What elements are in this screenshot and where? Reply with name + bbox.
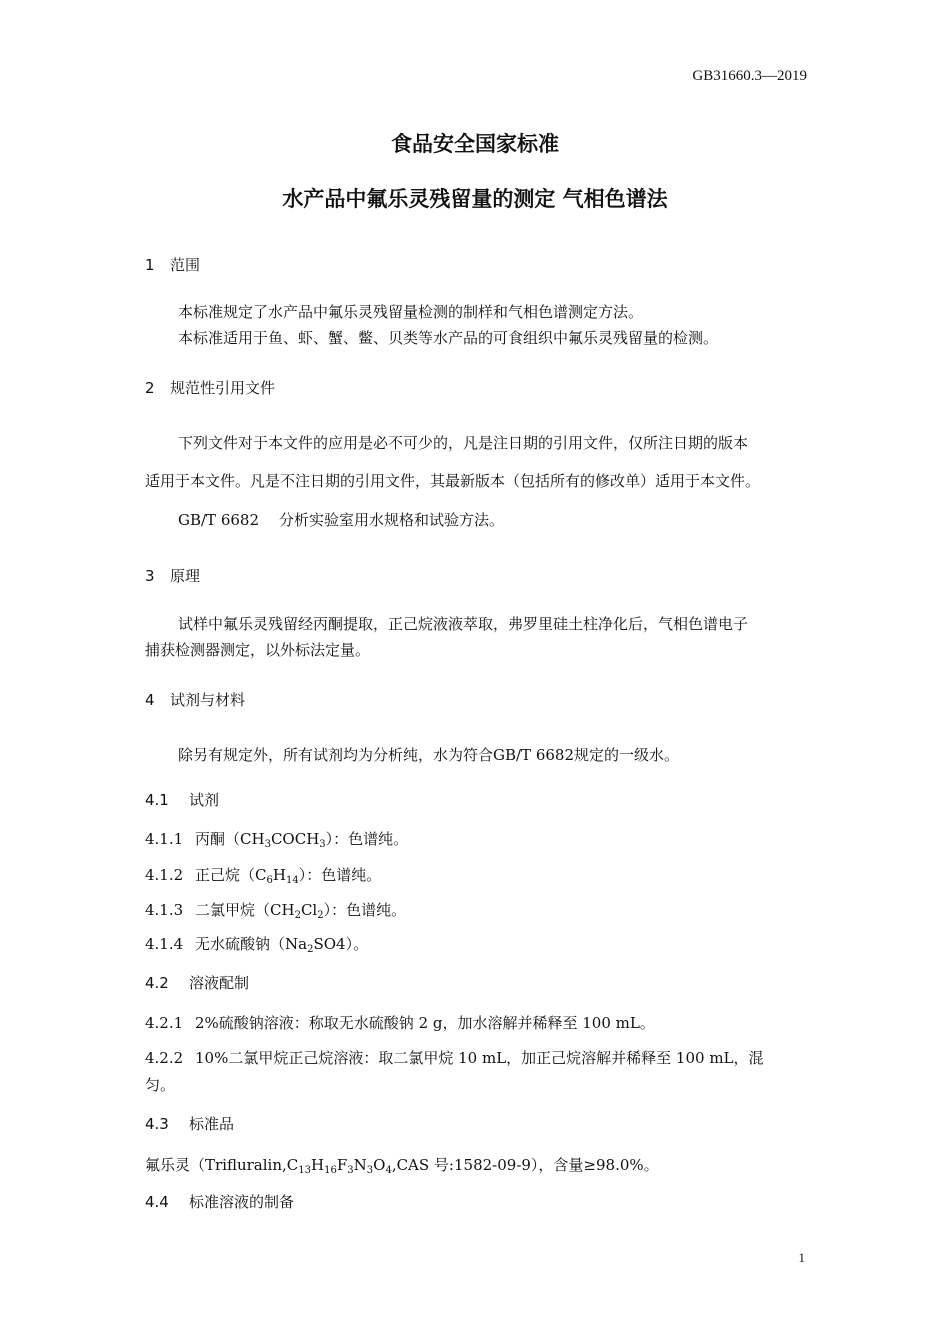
subsection-heading-4-1: [145, 789, 219, 810]
formula-subscript: 3: [366, 1165, 374, 1176]
formula-subscript: 6: [266, 875, 273, 886]
section-heading-1: [145, 254, 200, 275]
reagent-name: 丙酮（: [195, 830, 241, 848]
formula-part: ,CAS 号:1582-09-9），含量≥98.0%。: [391, 1156, 659, 1174]
document-title: 食品安全国家标准: [391, 132, 559, 156]
subsection-heading-4-2: [145, 972, 249, 993]
subsection-heading-4-4: [145, 1191, 294, 1212]
reagent-item: [145, 864, 381, 886]
solution-text: 2%硫酸钠溶液：称取无水硫酸钠 2 g，加水溶解并稀释至 100 mL。: [195, 1014, 655, 1032]
formula-part: COCH: [270, 830, 320, 848]
formula-part: N: [353, 1156, 367, 1174]
reagent-item: [145, 899, 406, 921]
document-subtitle: 水产品中氟乐灵残留量的测定 气相色谱法: [282, 187, 668, 211]
paragraph: 本标准适用于鱼、虾、蟹、鳖、贝类等水产品的可食组织中氟乐灵残留量的检测。: [178, 329, 719, 347]
section-number: 4: [145, 691, 155, 709]
solution-text: 10%二氯甲烷正己烷溶液：取二氯甲烷 10 mL，加正己烷溶解并稀释至 100 mL，混: [195, 1049, 764, 1067]
subsection-number: 4.3: [145, 1115, 169, 1133]
reagent-item: [145, 828, 408, 850]
solution-item: [145, 1047, 764, 1068]
formula-part: SO4: [313, 935, 346, 953]
reagent-item: [145, 933, 368, 955]
solution-item: [145, 1012, 655, 1033]
subsection-title: 溶液配制: [189, 974, 250, 992]
section-number: 3: [145, 567, 155, 585]
formula-part: 氟乐灵（Trifluralin,C: [145, 1156, 299, 1174]
formula-part: C: [255, 866, 267, 884]
paragraph: 除另有规定外，所有试剂均为分析纯，水为符合GB/T 6682规定的一级水。: [178, 746, 680, 764]
formula-part: CH: [270, 901, 295, 919]
reagent-spec: ）：色谱纯。: [325, 830, 409, 848]
formula-subscript: 4: [385, 1165, 392, 1176]
formula-subscript: 3: [264, 839, 271, 850]
paragraph: 本标准规定了水产品中氟乐灵残留量检测的制样和气相色谱测定方法。: [178, 303, 644, 321]
formula-subscript: 2: [307, 944, 314, 955]
item-number: 4.2.2: [145, 1049, 184, 1067]
formula-subscript: 3: [319, 839, 326, 850]
subsection-heading-4-3: [145, 1113, 234, 1134]
section-title: 试剂与材料: [170, 691, 246, 709]
reagent-name: 二氯甲烷（: [195, 901, 271, 919]
formula-subscript: 3: [347, 1165, 354, 1176]
section-title: 范围: [170, 256, 201, 274]
paragraph: 捕获检测器测定，以外标法定量。: [145, 641, 371, 659]
section-number: 1: [145, 256, 155, 274]
formula-part: F: [336, 1156, 348, 1174]
solution-text-continued: 匀。: [145, 1076, 176, 1094]
formula-part: CH: [240, 830, 265, 848]
formula-part: H: [311, 1156, 325, 1174]
formula-subscript: 2: [294, 910, 301, 921]
reagent-spec: ）。: [345, 935, 369, 953]
reagent-name: 正己烷（: [195, 866, 256, 884]
section-heading-3: [145, 565, 200, 586]
formula-subscript: 14: [285, 875, 299, 886]
item-number: 4.1.1: [145, 830, 184, 848]
formula-part: H: [272, 866, 286, 884]
subsection-title: 标准溶液的制备: [189, 1193, 295, 1211]
subsection-title: 标准品: [189, 1115, 235, 1133]
section-heading-4: [145, 689, 245, 710]
reagent-name: 无水硫酸钠（: [195, 935, 286, 953]
normative-reference: [178, 509, 504, 530]
section-number: 2: [145, 379, 155, 397]
reagent-spec: ）：色谱纯。: [323, 901, 407, 919]
page-number: 1: [798, 1250, 805, 1265]
paragraph: 下列文件对于本文件的应用是必不可少的，凡是注日期的引用文件，仅所注日期的版本: [178, 434, 749, 452]
item-number: 4.1.3: [145, 901, 184, 919]
subsection-number: 4.1: [145, 791, 169, 809]
standard-substance: [145, 1154, 659, 1176]
formula-part: Cl: [300, 901, 318, 919]
standard-code: GB31660.3—2019: [692, 68, 807, 84]
formula-part: O: [373, 1156, 386, 1174]
reference-title: 分析实验室用水规格和试验方法。: [279, 511, 505, 529]
formula-subscript: 16: [324, 1165, 337, 1176]
paragraph: 试样中氟乐灵残留经丙酮提取，正己烷液液萃取，弗罗里硅土柱净化后，气相色谱电子: [178, 615, 749, 633]
paragraph: 适用于本文件。凡是不注日期的引用文件，其最新版本（包括所有的修改单）适用于本文件。: [145, 472, 761, 490]
section-heading-2: [145, 377, 275, 398]
formula-subscript: 2: [317, 910, 324, 921]
formula-part: Na: [285, 935, 308, 953]
subsection-title: 试剂: [189, 791, 220, 809]
subsection-number: 4.4: [145, 1193, 169, 1211]
formula-subscript: 13: [298, 1165, 311, 1176]
subsection-number: 4.2: [145, 974, 169, 992]
item-number: 4.2.1: [145, 1014, 184, 1032]
item-number: 4.1.4: [145, 935, 184, 953]
section-title: 原理: [170, 567, 201, 585]
reference-code: GB/T 6682: [178, 511, 260, 529]
section-title: 规范性引用文件: [170, 379, 276, 397]
item-number: 4.1.2: [145, 866, 184, 884]
reagent-spec: ）：色谱纯。: [298, 866, 382, 884]
